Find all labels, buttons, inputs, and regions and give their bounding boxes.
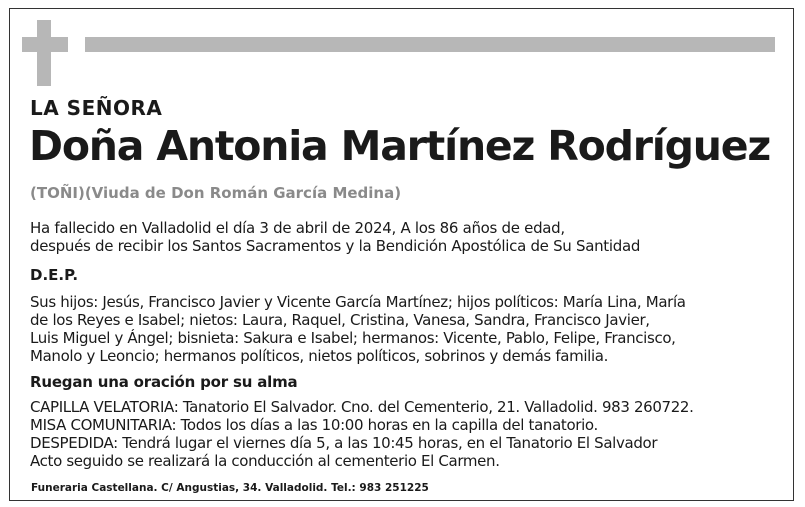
- family-line: de los Reyes e Isabel; nietos: Laura, Raquel, Cristina, Vanesa, Sandra, Francisco Javier,: [30, 311, 650, 329]
- family-paragraph: [30, 293, 686, 365]
- service-details: [30, 398, 694, 470]
- cross-icon-bar: [22, 37, 68, 52]
- intro-line: después de recibir los Santos Sacramentos y la Bendición Apostólica de Su Santidad: [30, 237, 641, 255]
- intro-line: Ha fallecido en Valladolid el día 3 de abril de 2024, A los 86 años de edad,: [30, 219, 565, 237]
- detail-line: CAPILLA VELATORIA: Tanatorio El Salvador. Cno. del Cementerio, 21. Valladolid. 983 260722.: [30, 398, 694, 416]
- title-prefix: LA SEÑORA: [30, 96, 163, 120]
- family-line: Manolo y Leoncio; hermanos políticos, nietos políticos, sobrinos y demás familia.: [30, 347, 609, 365]
- deceased-alias: (TOÑI)(Viuda de Don Román García Medina): [30, 184, 402, 202]
- intro-paragraph: [30, 219, 640, 255]
- detail-line: MISA COMUNITARIA: Todos los días a las 10:00 horas en la capilla del tanatorio.: [30, 416, 598, 434]
- prayer-request: Ruegan una oración por su alma: [30, 373, 298, 391]
- family-line: Sus hijos: Jesús, Francisco Javier y Vicente García Martínez; hijos políticos: María Lina, María: [30, 293, 686, 311]
- cross-icon: [37, 20, 51, 86]
- funeral-home-footer: Funeraria Castellana. C/ Angustias, 34. Valladolid. Tel.: 983 251225: [31, 482, 429, 494]
- header-divider-bar: [85, 37, 775, 52]
- detail-line: Acto seguido se realizará la conducción al cementerio El Carmen.: [30, 452, 500, 470]
- deceased-name: Doña Antonia Martínez Rodríguez: [29, 122, 771, 170]
- detail-line: DESPEDIDA: Tendrá lugar el viernes día 5, a las 10:45 horas, en el Tanatorio El Salvador: [30, 434, 658, 452]
- dep-label: D.E.P.: [30, 266, 79, 284]
- family-line: Luis Miguel y Ángel; bisnieta: Sakura e Isabel; hermanos: Vicente, Pablo, Felipe, Francisco,: [30, 329, 676, 347]
